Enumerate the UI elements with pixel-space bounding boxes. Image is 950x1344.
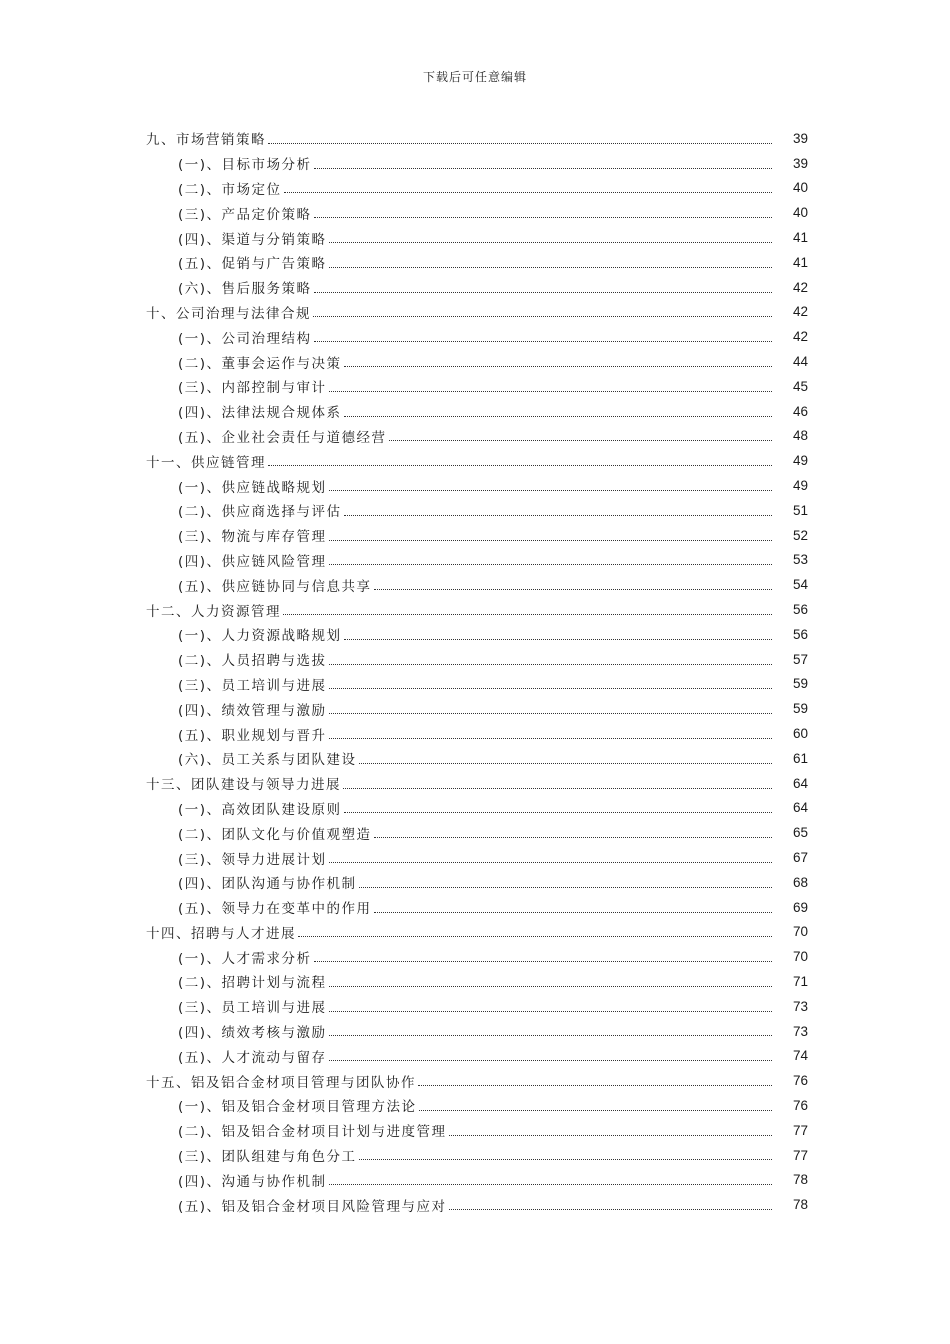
toc-dot-leader xyxy=(359,1158,772,1160)
toc-dot-leader xyxy=(329,266,772,268)
toc-entry-page-number: 73 xyxy=(792,998,808,1014)
toc-dot-leader xyxy=(298,935,772,937)
toc-entry-page-number: 40 xyxy=(792,180,808,196)
toc-dot-leader xyxy=(329,489,772,491)
toc-entry-title: 十、公司治理与法律合规 xyxy=(146,305,311,322)
toc-entry-title: (二)、供应商选择与评估 xyxy=(178,504,342,521)
toc-section-entry[interactable] xyxy=(0,349,950,374)
toc-dot-leader xyxy=(329,241,772,243)
toc-section-entry[interactable] xyxy=(0,994,950,1019)
toc-entry-title: (一)、公司治理结构 xyxy=(178,330,312,347)
toc-section-entry[interactable] xyxy=(0,176,950,201)
toc-entry-page-number: 73 xyxy=(792,1023,808,1039)
toc-entry-page-number: 56 xyxy=(792,626,808,642)
toc-dot-leader xyxy=(314,216,772,218)
toc-entry-page-number: 65 xyxy=(792,825,808,841)
toc-section-entry[interactable] xyxy=(0,969,950,994)
toc-entry-page-number: 57 xyxy=(792,651,808,667)
toc-dot-leader xyxy=(314,167,772,169)
toc-dot-leader xyxy=(419,1109,772,1111)
toc-entry-page-number: 40 xyxy=(792,205,808,221)
toc-entry-page-number: 77 xyxy=(792,1147,808,1163)
toc-entry-title: 九、市场营销策略 xyxy=(146,132,266,149)
toc-dot-leader xyxy=(268,142,772,144)
toc-section-entry[interactable] xyxy=(0,820,950,845)
toc-entry-page-number: 39 xyxy=(792,130,808,146)
toc-dot-leader xyxy=(344,365,772,367)
toc-entry-title: (三)、物流与库存管理 xyxy=(178,529,327,546)
toc-dot-leader xyxy=(449,1134,772,1136)
toc-entry-page-number: 45 xyxy=(792,378,808,394)
toc-chapter-entry[interactable] xyxy=(0,1068,950,1093)
toc-entry-title: (四)、团队沟通与协作机制 xyxy=(178,876,357,893)
toc-entry-title: (四)、渠道与分销策略 xyxy=(178,231,327,248)
toc-entry-title: (四)、沟通与协作机制 xyxy=(178,1173,327,1190)
toc-section-entry[interactable] xyxy=(0,721,950,746)
toc-dot-leader xyxy=(418,1084,772,1086)
toc-entry-title: (一)、高效团队建设原则 xyxy=(178,801,342,818)
toc-entry-title: (六)、员工关系与团队建设 xyxy=(178,752,357,769)
toc-dot-leader xyxy=(449,1208,772,1210)
toc-entry-title: (二)、团队文化与价值观塑造 xyxy=(178,826,372,843)
toc-entry-page-number: 67 xyxy=(792,850,808,865)
toc-dot-leader xyxy=(329,539,772,541)
toc-dot-leader xyxy=(329,563,772,565)
toc-entry-page-number: 53 xyxy=(792,552,808,568)
toc-section-entry[interactable] xyxy=(0,944,950,969)
toc-section-entry[interactable] xyxy=(0,151,950,176)
toc-entry-page-number: 76 xyxy=(792,1097,808,1113)
toc-entry-title: (三)、员工培训与进展 xyxy=(178,677,327,694)
toc-entry-title: (二)、铝及铝合金材项目计划与进度管理 xyxy=(178,1124,447,1141)
toc-entry-page-number: 42 xyxy=(792,329,808,345)
toc-entry-title: (五)、供应链协同与信息共享 xyxy=(178,578,372,595)
toc-dot-leader xyxy=(313,315,772,317)
toc-dot-leader xyxy=(359,886,772,888)
toc-entry-page-number: 44 xyxy=(792,354,808,370)
toc-section-entry[interactable] xyxy=(0,696,950,721)
toc-section-entry[interactable] xyxy=(0,399,950,424)
toc-section-entry[interactable] xyxy=(0,225,950,250)
toc-dot-leader xyxy=(329,1183,772,1185)
toc-dot-leader xyxy=(344,811,772,813)
toc-entry-page-number: 78 xyxy=(792,1197,808,1213)
toc-dot-leader xyxy=(344,514,772,516)
toc-section-entry[interactable] xyxy=(0,746,950,771)
toc-chapter-entry[interactable] xyxy=(0,771,950,796)
toc-entry-page-number: 48 xyxy=(792,428,808,444)
toc-section-entry[interactable] xyxy=(0,200,950,225)
toc-section-entry[interactable] xyxy=(0,324,950,349)
toc-entry-page-number: 76 xyxy=(792,1073,808,1089)
toc-dot-leader xyxy=(374,836,772,838)
toc-dot-leader xyxy=(329,985,772,987)
toc-entry-page-number: 49 xyxy=(792,453,808,469)
toc-chapter-entry[interactable] xyxy=(0,126,950,151)
toc-section-entry[interactable] xyxy=(0,1093,950,1118)
toc-entry-title: (四)、供应链风险管理 xyxy=(178,553,327,570)
toc-section-entry[interactable] xyxy=(0,870,950,895)
toc-entry-title: (四)、绩效考核与激励 xyxy=(178,1025,327,1042)
toc-section-entry[interactable] xyxy=(0,672,950,697)
toc-section-entry[interactable] xyxy=(0,647,950,672)
toc-section-entry[interactable] xyxy=(0,1167,950,1192)
toc-entry-title: (三)、领导力进展计划 xyxy=(178,851,327,868)
toc-dot-leader xyxy=(329,687,772,689)
toc-entry-title: (五)、领导力在变革中的作用 xyxy=(178,901,372,918)
toc-entry-title: (一)、目标市场分析 xyxy=(178,157,312,174)
toc-entry-title: (五)、促销与广告策略 xyxy=(178,256,327,273)
toc-dot-leader xyxy=(314,291,772,293)
toc-dot-leader xyxy=(268,464,772,466)
toc-section-entry[interactable] xyxy=(0,845,950,870)
toc-section-entry[interactable] xyxy=(0,523,950,548)
toc-entry-title: (六)、售后服务策略 xyxy=(178,281,312,298)
toc-entry-page-number: 68 xyxy=(792,874,808,890)
toc-section-entry[interactable] xyxy=(0,548,950,573)
toc-entry-title: (五)、企业社会责任与道德经营 xyxy=(178,429,387,446)
toc-section-entry[interactable] xyxy=(0,622,950,647)
toc-section-entry[interactable] xyxy=(0,796,950,821)
toc-section-entry[interactable] xyxy=(0,250,950,275)
toc-entry-title: (二)、市场定位 xyxy=(178,181,282,198)
toc-chapter-entry[interactable] xyxy=(0,300,950,325)
toc-entry-page-number: 51 xyxy=(792,502,808,518)
toc-entry-page-number: 39 xyxy=(792,155,808,171)
toc-dot-leader xyxy=(343,787,772,789)
toc-entry-page-number: 42 xyxy=(792,304,808,320)
toc-section-entry[interactable] xyxy=(0,498,950,523)
toc-chapter-entry[interactable] xyxy=(0,920,950,945)
toc-entry-page-number: 71 xyxy=(792,973,808,989)
toc-entry-page-number: 69 xyxy=(792,899,808,915)
toc-section-entry[interactable] xyxy=(0,895,950,920)
toc-chapter-entry[interactable] xyxy=(0,448,950,473)
toc-section-entry[interactable] xyxy=(0,374,950,399)
toc-entry-page-number: 42 xyxy=(792,279,808,295)
toc-dot-leader xyxy=(389,439,772,441)
toc-dot-leader xyxy=(374,588,772,590)
toc-dot-leader xyxy=(329,1034,772,1036)
toc-dot-leader xyxy=(329,1010,772,1012)
toc-entry-page-number: 59 xyxy=(792,701,808,717)
toc-entry-title: 十二、人力资源管理 xyxy=(146,603,281,620)
toc-entry-page-number: 41 xyxy=(792,230,808,246)
toc-entry-page-number: 77 xyxy=(792,1122,808,1138)
toc-entry-title: (一)、供应链战略规划 xyxy=(178,479,327,496)
toc-dot-leader xyxy=(344,638,772,640)
toc-dot-leader xyxy=(329,1059,772,1061)
table-of-contents xyxy=(0,126,950,1217)
toc-entry-title: (三)、产品定价策略 xyxy=(178,206,312,223)
toc-entry-title: (二)、人员招聘与选拔 xyxy=(178,653,327,670)
toc-section-entry[interactable] xyxy=(0,1143,950,1168)
toc-section-entry[interactable] xyxy=(0,1043,950,1068)
toc-entry-title: (五)、人才流动与留存 xyxy=(178,1049,327,1066)
toc-dot-leader xyxy=(283,613,772,615)
toc-entry-page-number: 70 xyxy=(792,949,808,965)
toc-section-entry[interactable] xyxy=(0,1019,950,1044)
toc-entry-title: (二)、董事会运作与决策 xyxy=(178,355,342,372)
toc-dot-leader xyxy=(314,340,772,342)
toc-chapter-entry[interactable] xyxy=(0,597,950,622)
toc-entry-title: (三)、员工培训与进展 xyxy=(178,1000,327,1017)
toc-entry-title: (一)、人才需求分析 xyxy=(178,950,312,967)
toc-entry-page-number: 60 xyxy=(792,726,808,742)
toc-entry-page-number: 61 xyxy=(792,750,808,766)
toc-entry-page-number: 74 xyxy=(792,1048,808,1064)
toc-entry-title: (一)、人力资源战略规划 xyxy=(178,628,342,645)
toc-entry-title: 十四、招聘与人才进展 xyxy=(146,925,296,942)
toc-entry-title: (五)、职业规划与晋升 xyxy=(178,727,327,744)
toc-entry-page-number: 64 xyxy=(792,775,808,791)
toc-dot-leader xyxy=(314,960,772,962)
toc-section-entry[interactable] xyxy=(0,572,950,597)
toc-entry-title: (三)、内部控制与审计 xyxy=(178,380,327,397)
toc-section-entry[interactable] xyxy=(0,473,950,498)
toc-dot-leader xyxy=(329,861,772,863)
toc-dot-leader xyxy=(344,415,772,417)
toc-entry-page-number: 49 xyxy=(792,478,808,494)
toc-entry-page-number: 64 xyxy=(792,800,808,816)
toc-entry-title: (二)、招聘计划与流程 xyxy=(178,975,327,992)
toc-entry-title: (四)、绩效管理与激励 xyxy=(178,702,327,719)
toc-dot-leader xyxy=(329,390,772,392)
toc-entry-page-number: 78 xyxy=(792,1172,808,1188)
toc-entry-page-number: 56 xyxy=(792,602,808,618)
toc-dot-leader xyxy=(284,191,772,193)
toc-entry-page-number: 46 xyxy=(792,403,808,419)
page-header: 下载后可任意编辑 xyxy=(422,70,527,84)
toc-entry-title: (三)、团队组建与角色分工 xyxy=(178,1149,357,1166)
toc-section-entry[interactable] xyxy=(0,1192,950,1217)
toc-dot-leader xyxy=(329,737,772,739)
toc-entry-title: (五)、铝及铝合金材项目风险管理与应对 xyxy=(178,1198,447,1215)
toc-section-entry[interactable] xyxy=(0,424,950,449)
toc-section-entry[interactable] xyxy=(0,275,950,300)
toc-entry-title: (四)、法律法规合规体系 xyxy=(178,405,342,422)
toc-entry-page-number: 52 xyxy=(792,527,808,543)
toc-section-entry[interactable] xyxy=(0,1118,950,1143)
toc-entry-title: 十五、铝及铝合金材项目管理与团队协作 xyxy=(146,1074,416,1091)
toc-entry-page-number: 70 xyxy=(792,924,808,940)
toc-dot-leader xyxy=(329,712,772,714)
toc-dot-leader xyxy=(374,911,772,913)
toc-entry-title: 十三、团队建设与领导力进展 xyxy=(146,777,341,794)
toc-entry-page-number: 54 xyxy=(792,577,808,593)
toc-entry-page-number: 59 xyxy=(792,676,808,692)
toc-entry-title: (一)、铝及铝合金材项目管理方法论 xyxy=(178,1099,417,1116)
toc-dot-leader xyxy=(329,663,772,665)
toc-entry-page-number: 41 xyxy=(792,254,808,270)
toc-entry-title: 十一、供应链管理 xyxy=(146,454,266,471)
toc-dot-leader xyxy=(359,762,772,764)
